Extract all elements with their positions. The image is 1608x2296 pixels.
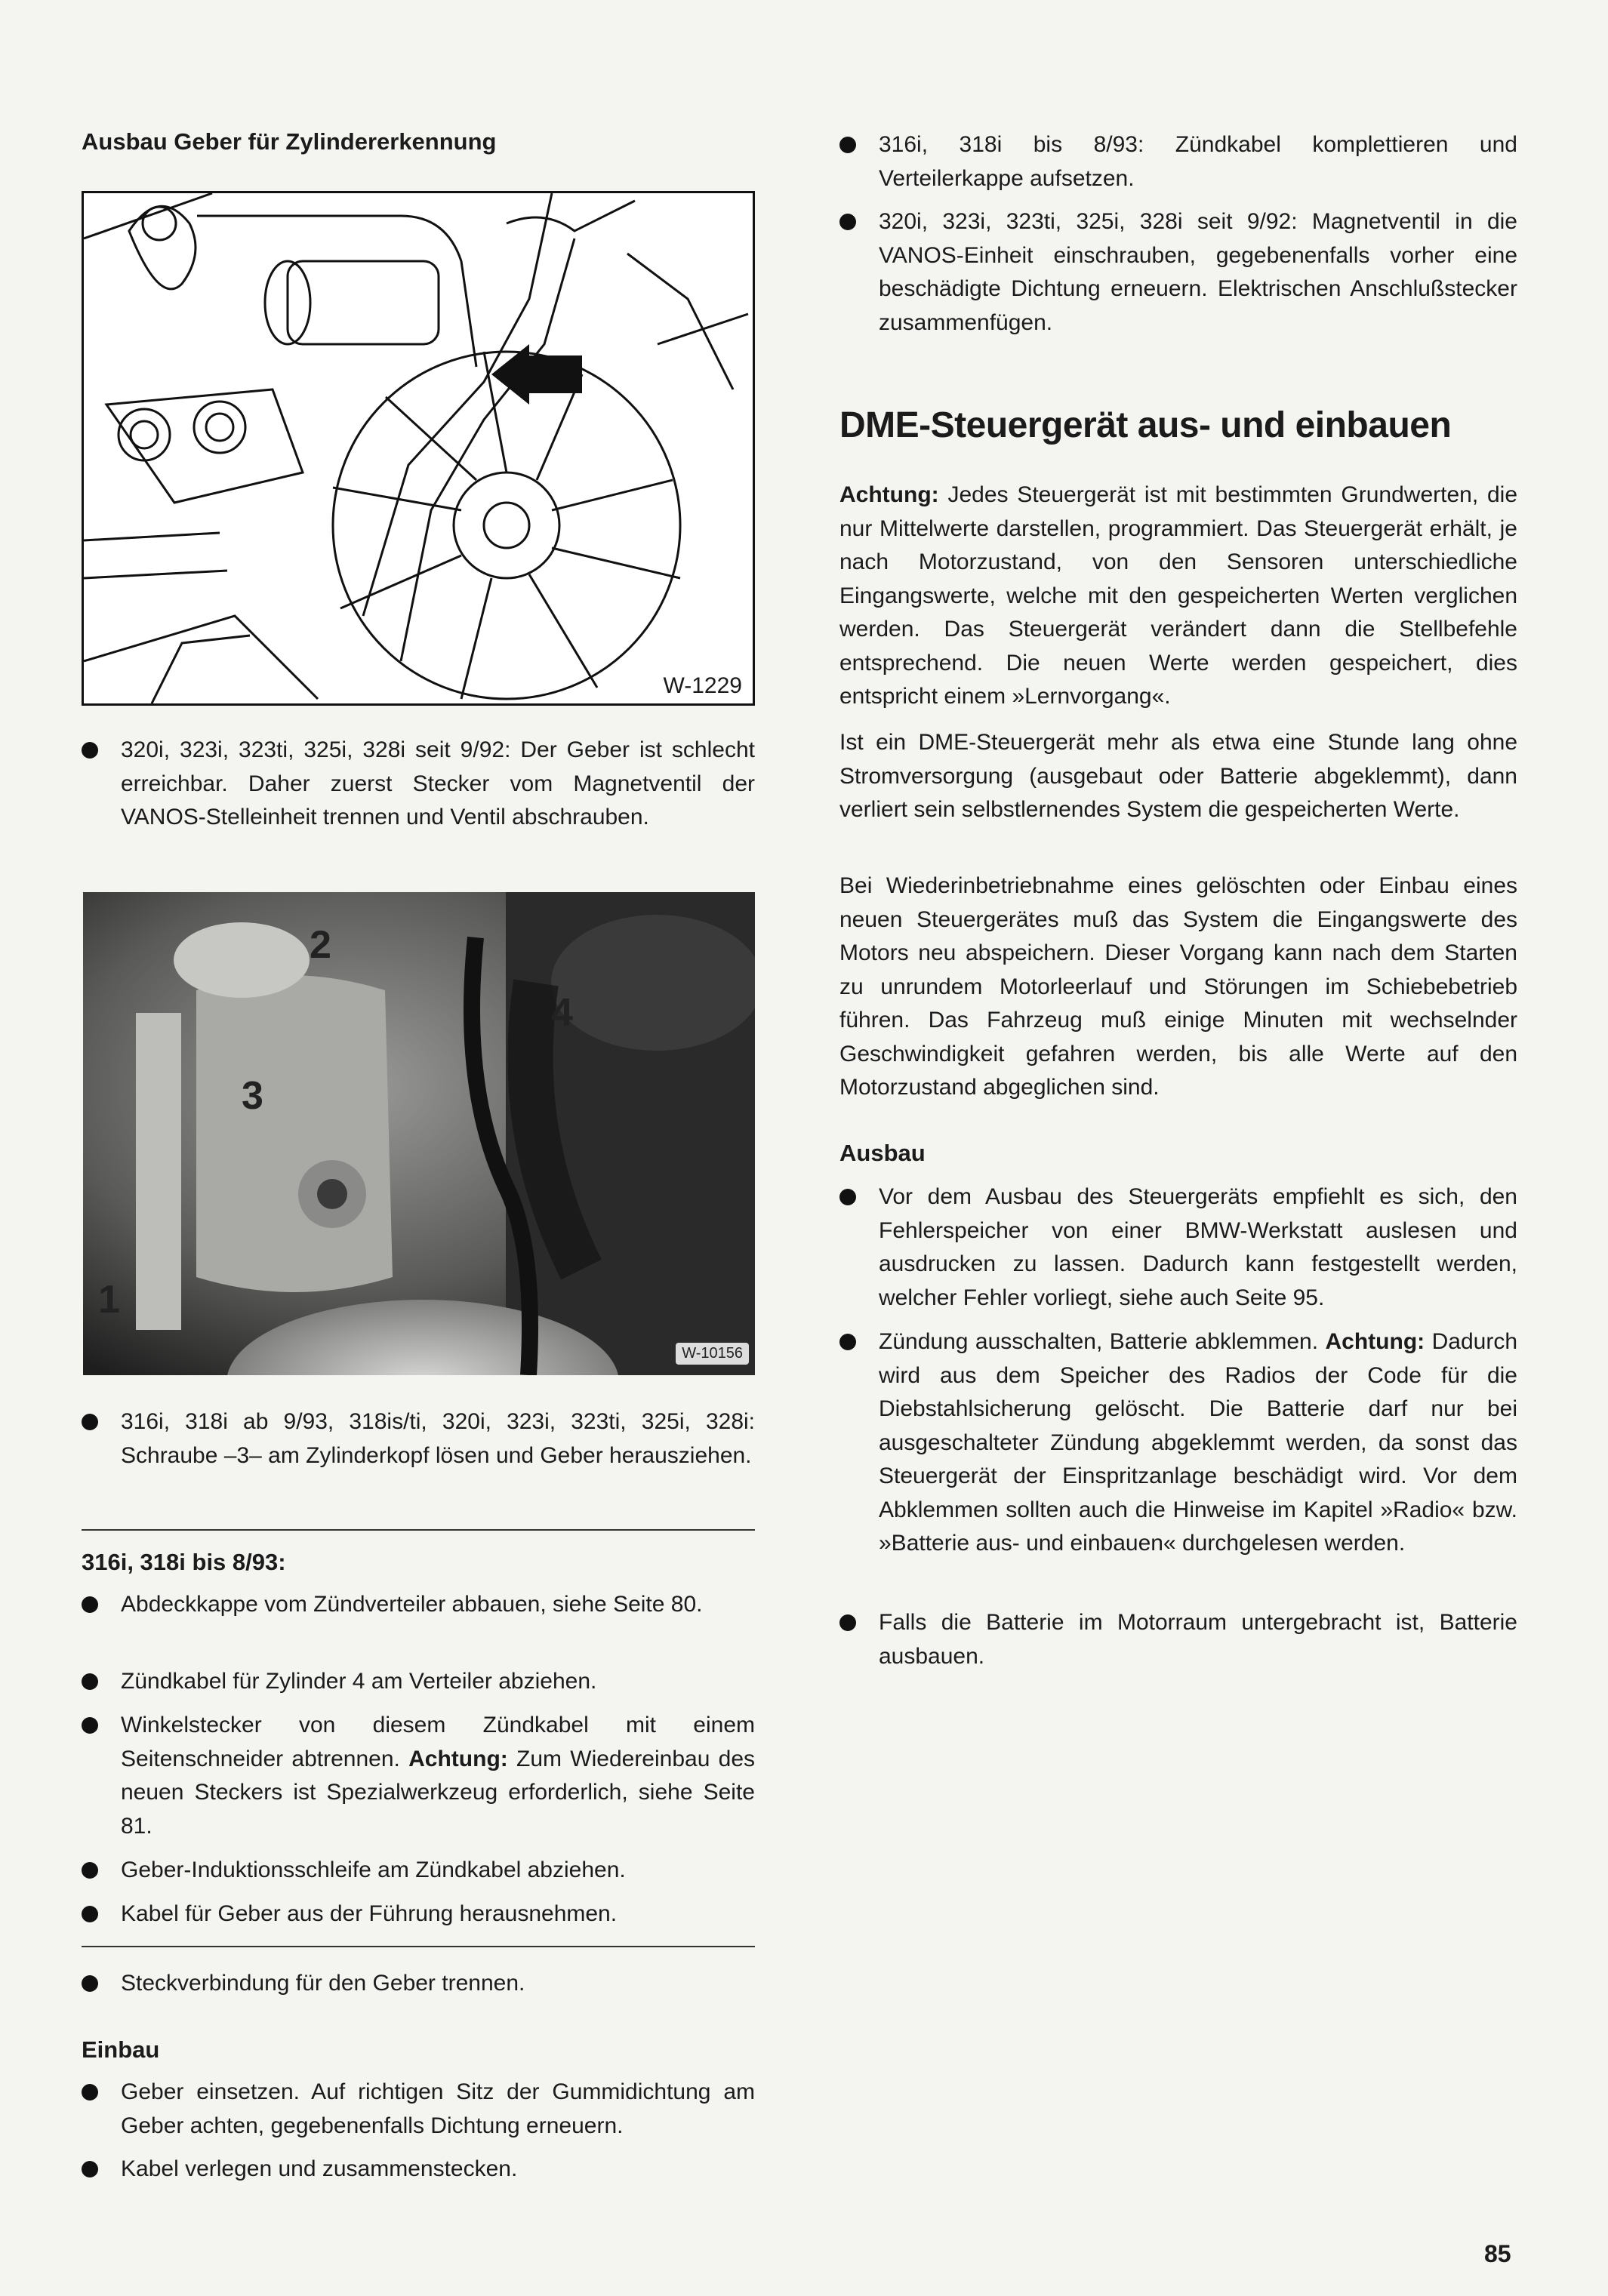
figure-label: W-1229 (658, 672, 747, 700)
achtung-paragraph: Achtung: Jedes Steuergerät ist mit bestimmten Grundwerten, die nur Mittelwerte darstellen, programmiert. Das Steuergerät erhält, je nach Motorzustand, von den Sensoren unterschiedliche Eingangswerte, welche mit den gespeicherten Werten verglichen werden. Das Steuergerät verändert dann die Stellbefehle entsprechend. Die neuen Werte werden gespeichert, dies entspricht einem »Lernvorgang«. (839, 482, 1518, 709)
list-item: Geber-Induktionsschleife am Zündkabel abziehen. (82, 1854, 755, 1888)
bullet-icon (839, 214, 856, 230)
list-item: 316i, 318i ab 9/93, 318is/ti, 320i, 323i, 323ti, 325i, 328i: Schraube –3– am Zylinderkopf lösen und Geber herausziehen. (82, 1405, 755, 1473)
section-heading: DME-Steuergerät aus- und einbauen (839, 405, 1452, 445)
sub-heading: 316i, 318i bis 8/93: (82, 1549, 286, 1575)
bullet-icon (82, 1596, 98, 1613)
marker-4: 4 (551, 991, 573, 1035)
engine-photo (83, 892, 755, 1375)
marker-2: 2 (310, 923, 331, 967)
einbau-heading: Einbau (82, 2036, 160, 2063)
list-item: Kabel für Geber aus der Führung herausnehmen. (82, 1897, 755, 1931)
marker-3: 3 (242, 1074, 263, 1118)
list-item: Zündkabel für Zylinder 4 am Verteiler abziehen. (82, 1665, 755, 1699)
figure-title: Ausbau Geber für Zylindererkennung (82, 128, 497, 155)
list-item: Steckverbindung für den Geber trennen. (82, 1967, 755, 2001)
list-item: Abdeckkappe vom Zündverteiler abbauen, siehe Seite 80. (82, 1588, 755, 1622)
bullet-icon (82, 1414, 98, 1430)
bullet-icon (839, 137, 856, 153)
engine-line-drawing (84, 193, 753, 703)
list-item: Kabel verlegen und zusammenstecken. (82, 2153, 755, 2187)
line-drawing-figure (82, 191, 755, 706)
list-item: Geber einsetzen. Auf richtigen Sitz der Gummidichtung am Geber achten, gegebenenfalls Dichtung erneuern. (82, 2076, 755, 2143)
photo-figure (83, 892, 755, 1375)
bullet-icon (839, 1334, 856, 1350)
paragraph: Bei Wiederinbetriebnahme eines gelöschten oder Einbau eines neuen Steuergerätes muß das System die Eingangswerte des Motors neu abspeichern. Dieser Vorgang kann nach dem Starten zu unrundem Motorleerlauf und Störungen im Schiebebetrieb führen. Das Fahrzeug muß einige Minuten mit wechselnder Geschwindigkeit gefahren werden, bis alle Werte auf den Motorzustand abgeglichen sind. (839, 873, 1517, 1100)
bullet-icon (839, 1189, 856, 1205)
bullet-icon (82, 1862, 98, 1879)
marker-1: 1 (98, 1278, 120, 1322)
ausbau-heading: Ausbau (839, 1140, 926, 1166)
bullet-icon (82, 2161, 98, 2178)
bullet-icon (82, 1673, 98, 1690)
list-item: 320i, 323i, 323ti, 325i, 328i seit 9/92: Der Geber ist schlecht erreichbar. Daher zuerst Stecker vom Magnetventil der VANOS-Stelleinheit trennen und Ventil abschrauben. (82, 734, 755, 835)
list-item: 320i, 323i, 323ti, 325i, 328i seit 9/92: Magnetventil in die VANOS-Einheit einschrauben, gegebenenfalls vorher eine beschädigte Dichtung erneuern. Elektrischen Anschlußstecker zusammenfügen. (839, 205, 1517, 340)
paragraph: Ist ein DME-Steuergerät mehr als etwa eine Stunde lang ohne Stromversorgung (ausgebaut oder Batterie abgeklemmt), dann verliert sein selbstlernendes System die gespeicherten Werte. (839, 730, 1517, 822)
divider (82, 1946, 755, 1947)
bullet-icon (82, 2084, 98, 2101)
page-number: 85 (1484, 2240, 1511, 2267)
list-item: 316i, 318i bis 8/93: Zündkabel komplettieren und Verteilerkappe aufsetzen. (839, 128, 1517, 195)
divider (82, 1529, 755, 1531)
list-item: Winkelstecker von diesem Zündkabel mit einem Seitenschneider abtrennen. Achtung: Zum Wiedereinbau des neuen Steckers ist Spezialwerkzeug erforderlich, siehe Seite 81. (82, 1709, 755, 1843)
bullet-icon (839, 1614, 856, 1631)
list-item: Vor dem Ausbau des Steuergeräts empfiehlt es sich, den Fehlerspeicher von einer BMW-Werkstatt auslesen und ausdrucken zu lassen. Dadurch kann festgestellt werden, welcher Fehler vorliegt, siehe auch Seite 95. (839, 1180, 1517, 1315)
bullet-icon (82, 1717, 98, 1734)
bullet-icon (82, 1906, 98, 1922)
photo-label: W-10156 (676, 1343, 749, 1365)
bullet-icon (82, 1975, 98, 1992)
bullet-icon (82, 742, 98, 759)
list-item: Zündung ausschalten, Batterie abklemmen. Achtung: Dadurch wird aus dem Speicher des Radios der Code für die Diebstahlsicherung gelöscht. Die Batterie darf nur bei ausgeschalteter Zündung abgeklemmt werden, da sonst das Steuergerät der Einspritzanlage beschädigt wird. Vor dem Abklemmen sollten auch die Hinweise im Kapitel »Radio« bzw. »Batterie aus- und einbauen« durchgelesen werden. (839, 1325, 1517, 1561)
list-item: Falls die Batterie im Motorraum untergebracht ist, Batterie ausbauen. (839, 1606, 1517, 1673)
